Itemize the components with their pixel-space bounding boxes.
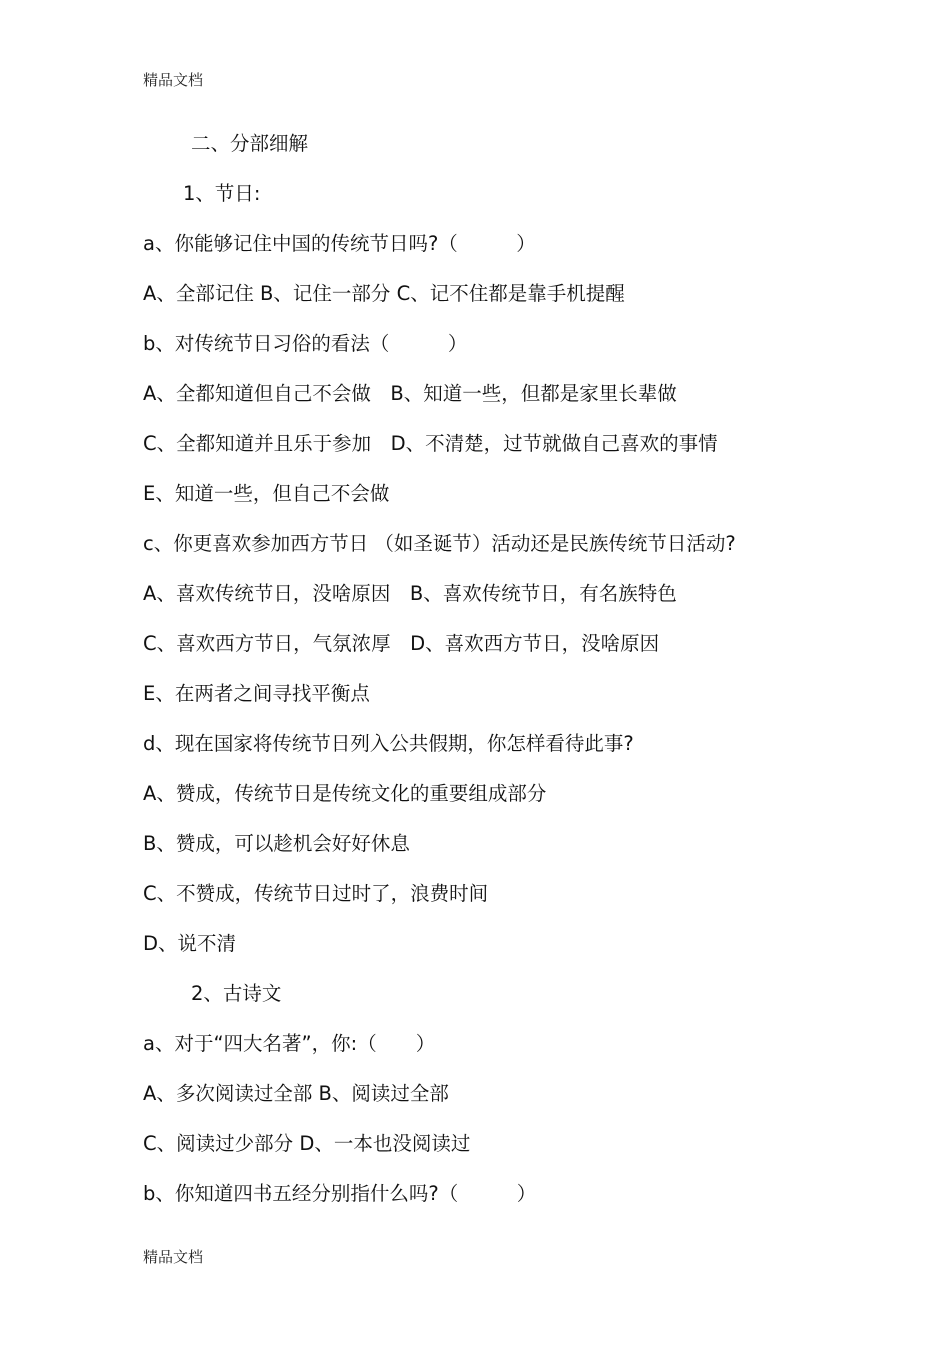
answer-options: A、多次阅读过全部 B、阅读过全部 [143, 1082, 449, 1105]
answer-options: C、喜欢西方节日，气氛浓厚 D、喜欢西方节日，没啥原因 [143, 632, 660, 655]
answer-options: A、全部记住 B、记住一部分 C、记不住都是靠手机提醒 [143, 282, 625, 305]
answer-options: A、喜欢传统节日，没啥原因 B、喜欢传统节日，有名族特色 [143, 582, 677, 605]
section-heading: 二、分部细解 [191, 132, 309, 155]
answer-options: C、全都知道并且乐于参加 D、不清楚，过节就做自己喜欢的事情 [143, 432, 718, 455]
page-header: 精品文档 [143, 71, 204, 89]
answer-option: C、不赞成，传统节日过时了，浪费时间 [143, 882, 489, 905]
answer-option: B、赞成，可以趁机会好好休息 [143, 832, 410, 855]
answer-options: E、知道一些，但自己不会做 [143, 482, 390, 505]
answer-options: C、阅读过少部分 D、一本也没阅读过 [143, 1132, 471, 1155]
question-text: a、你能够记住中国的传统节日吗?（ ） [143, 232, 536, 255]
question-text: b、对传统节日习俗的看法（ ） [143, 332, 468, 355]
subsection-heading: 2、古诗文 [191, 982, 282, 1005]
question-text: a、对于“四大名著”，你:（ ） [143, 1032, 436, 1055]
answer-options: E、在两者之间寻找平衡点 [143, 682, 370, 705]
page-footer: 精品文档 [143, 1248, 204, 1266]
answer-option: A、赞成，传统节日是传统文化的重要组成部分 [143, 782, 547, 805]
question-text: c、你更喜欢参加西方节日 （如圣诞节）活动还是民族传统节日活动? [143, 532, 736, 555]
document-body [143, 126, 843, 1226]
answer-options: A、全都知道但自己不会做 B、知道一些，但都是家里长辈做 [143, 382, 677, 405]
question-text: d、现在国家将传统节日列入公共假期，你怎样看待此事? [143, 732, 634, 755]
subsection-heading: 1、节日: [183, 182, 261, 205]
question-text: b、你知道四书五经分别指什么吗?（ ） [143, 1182, 537, 1205]
answer-option: D、说不清 [143, 932, 237, 955]
